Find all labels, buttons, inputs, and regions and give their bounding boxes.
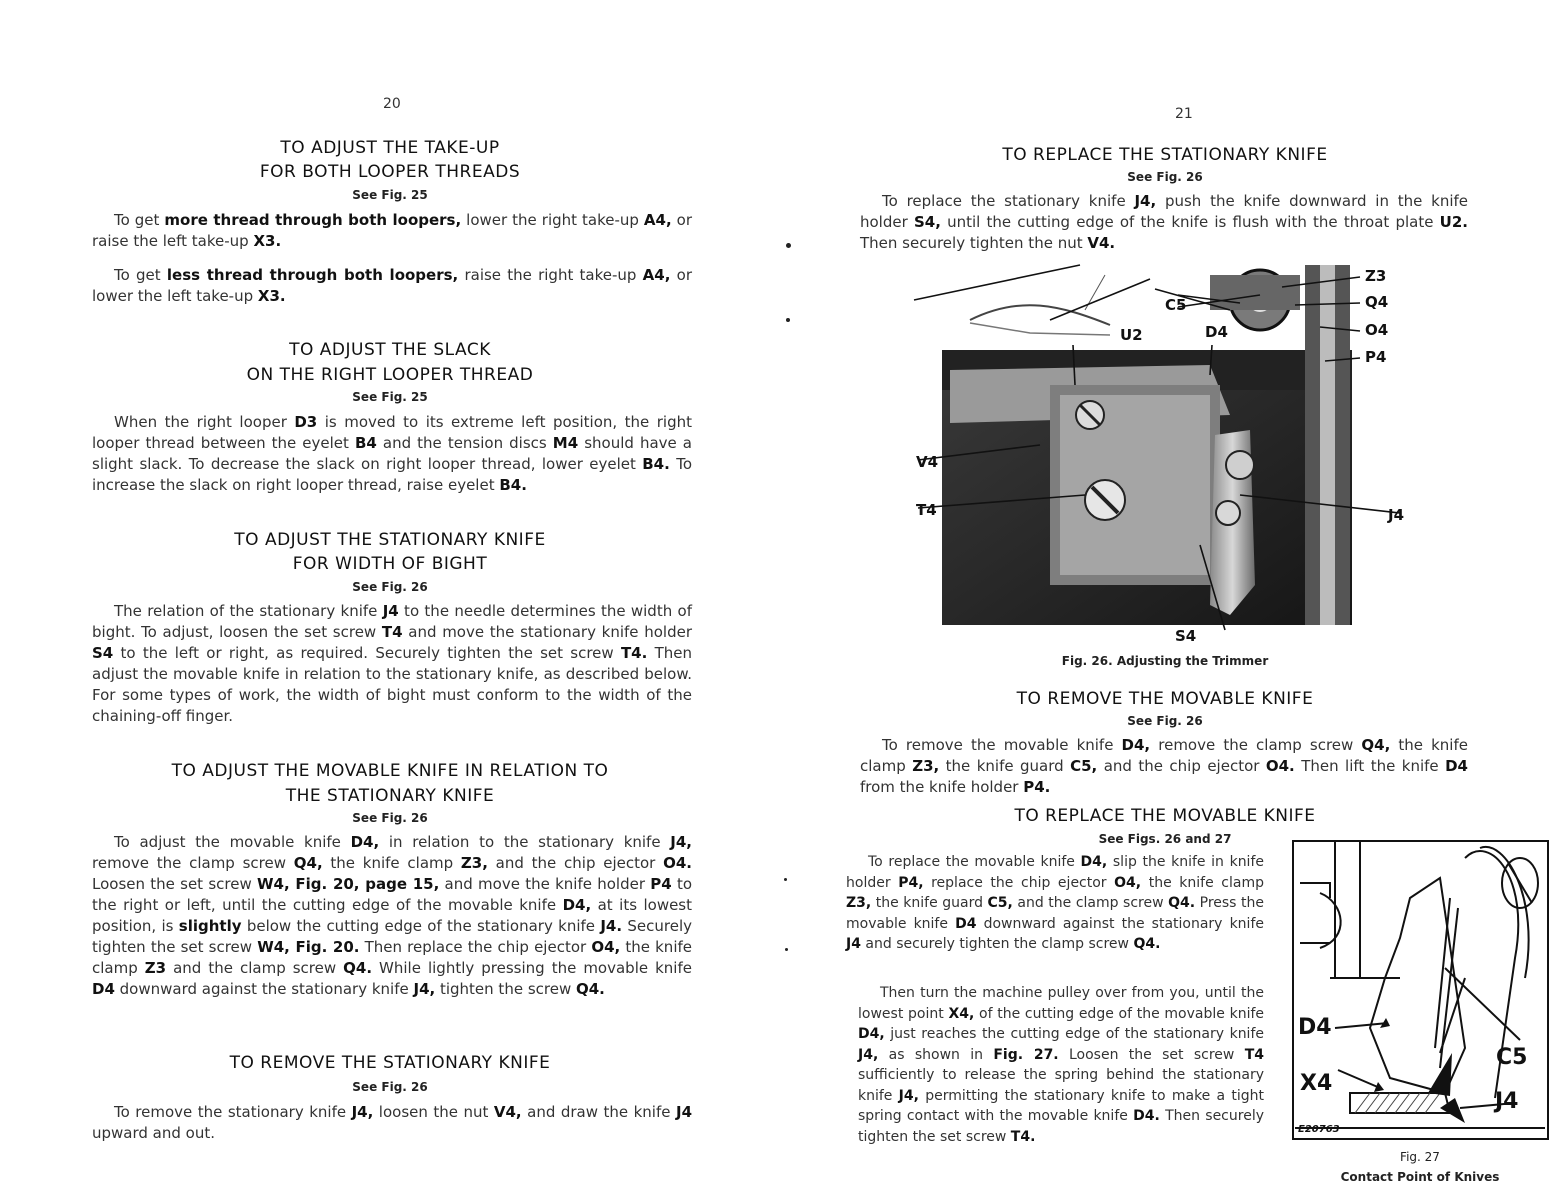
figure-26-labels [910,255,1410,647]
figure-caption: Fig. 27 [1400,1150,1440,1164]
figure-reference: See Fig. 26 [352,1080,428,1094]
label-z3: Z3 [1365,267,1387,285]
page-number: 20 [383,96,401,112]
label-t4: T4 [916,501,937,519]
label-j4: J4 [1495,1089,1519,1114]
section-heading: TO ADJUST THE STATIONARY KNIFE [234,530,546,550]
body-paragraph: The relation of the stationary knife J4 to the needle determines the width of bight. To adjust, loosen the set screw T4 and move the stationary knife holder S4 to the left or right, as required. Securely tighten the set screw T4. Then adjust the movable knife in relation to the stationary knife, as described below. For some types of work, the width of bight must conform to the width of the chaining-off finger. [92,602,692,725]
figure-caption: Contact Point of Knives [1340,1170,1500,1184]
figure-reference: See Fig. 26 [352,811,428,825]
section-heading: TO REPLACE THE STATIONARY KNIFE [1002,145,1328,165]
label-c5: C5 [1496,1045,1528,1070]
figure-reference: See Fig. 25 [352,188,428,202]
label-j4: J4 [1388,506,1405,524]
label-x4: X4 [1300,1071,1333,1096]
figure-reference: See Fig. 26 [1127,714,1203,728]
label-c5: C5 [1165,296,1187,314]
section-heading: FOR BOTH LOOPER THREADS [259,162,521,182]
figure-caption: Fig. 26. Adjusting the Trimmer [1061,654,1269,668]
drawing-code: E20763 [1298,1124,1340,1135]
body-paragraph: To remove the movable knife D4, remove the clamp screw Q4, the knife clamp Z3, the knife guard C5, and the chip ejector O4. Then lift the knife D4 from the knife holder P4. [860,736,1468,796]
figure-reference: See Fig. 25 [352,390,428,404]
label-p4: P4 [1365,348,1387,366]
section-heading: TO ADJUST THE MOVABLE KNIFE IN RELATION TO [171,761,609,781]
section-heading: ON THE RIGHT LOOPER THREAD [246,365,534,385]
body-paragraph: To remove the stationary knife J4, loosen the nut V4, and draw the knife J4 upward and out. [92,1103,693,1142]
label-d4: D4 [1298,1015,1332,1040]
section-heading: TO REPLACE THE MOVABLE KNIFE [1014,806,1316,826]
section-heading: FOR WIDTH OF BIGHT [292,554,488,574]
figure-27-labels [1290,838,1552,1143]
section-heading: TO ADJUST THE SLACK [289,340,491,360]
label-o4: O4 [1365,321,1389,339]
section-heading: TO ADJUST THE TAKE-UP [280,138,500,158]
body-paragraph: To replace the movable knife D4, slip the knife in knife holder P4, replace the chip ejector O4, the knife clamp Z3, the knife guard C5, and the clamp screw Q4. Press the movable knife D4 downward against the stationary knife J4 and securely tighten the clamp screw Q4. [846,854,1264,952]
section-heading: TO REMOVE THE STATIONARY KNIFE [229,1053,551,1073]
label-d4: D4 [1205,323,1228,341]
figure-reference: See Fig. 26 [352,580,428,594]
body-paragraph: To replace the stationary knife J4, push the knife downward in the knife holder S4, until the cutting edge of the knife is flush with the throat plate U2. Then securely tighten the nut V4. [860,192,1469,252]
body-paragraph: When the right looper D3 is moved to its extreme left position, the right looper thread between the eyelet B4 and the tension discs M4 should have a slight slack. To decrease the slack on right looper thread, lower eyelet B4. To increase the slack on right looper thread, raise eyelet B4. [92,413,693,494]
body-paragraph: To get less thread through both loopers, raise the right take-up A4, or lower the left take-up X3. [92,266,692,305]
label-u2: U2 [1120,326,1143,344]
section-heading: TO REMOVE THE MOVABLE KNIFE [1016,689,1314,709]
label-q4: Q4 [1365,293,1389,311]
body-paragraph: To adjust the movable knife D4, in relation to the stationary knife J4, remove the clamp screw Q4, the knife clamp Z3, and the chip ejector O4. Loosen the set screw W4, Fig. 20, page 15, and move the knife holder P4 to the right or left, until the cutting edge of the movable knife D4, at its lowest position, is slightly below the cutting edge of the stationary knife J4. Securely tighten the set screw W4, Fig. 20. Then replace the chip ejector O4, the knife clamp Z3 and the clamp screw Q4. While lightly pressing the movable knife D4 downward against the stationary knife J4, tighten the screw Q4. [92,833,693,998]
label-v4: V4 [916,453,939,471]
figure-reference: See Figs. 26 and 27 [1098,832,1232,846]
section-heading: THE STATIONARY KNIFE [285,786,495,806]
body-paragraph: To get more thread through both loopers, lower the right take-up A4, or raise the left take-up X3. [92,211,692,250]
figure-reference: See Fig. 26 [1127,170,1203,184]
label-s4: S4 [1175,627,1197,645]
body-paragraph: Then turn the machine pulley over from you, until the lowest point X4, of the cutting edge of the movable knife D4, just reaches the cutting edge of the stationary knife J4, as shown in Fig. 27. Loosen the set screw T4 sufficiently to release the spring behind the stationary knife J4, permitting the stationary knife to make a tight spring contact with the movable knife D4. Then securely tighten the set screw T4. [858,985,1265,1145]
right-page [780,0,1555,1195]
page-number: 21 [1175,106,1193,122]
